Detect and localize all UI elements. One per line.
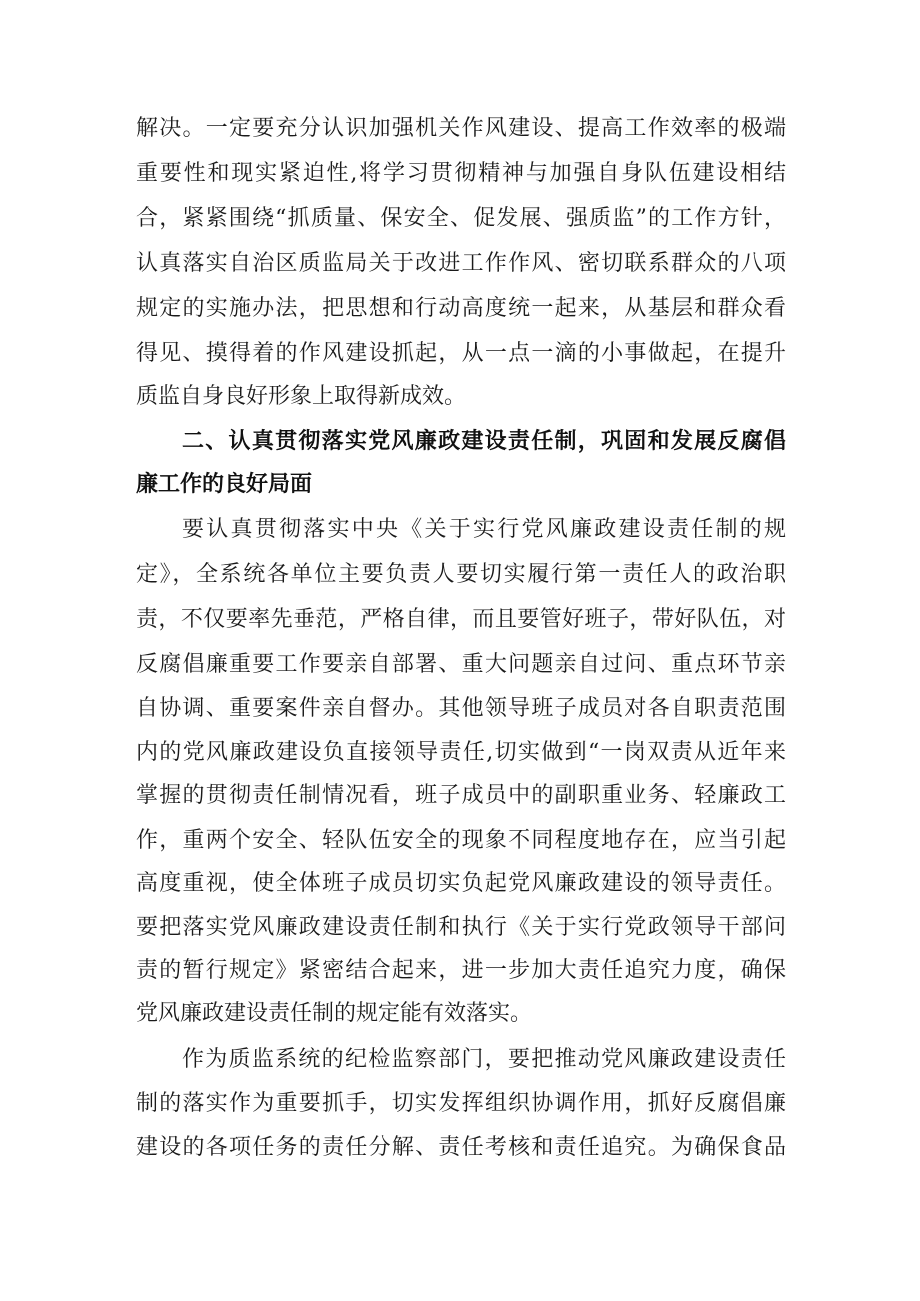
paragraph-2-line-5: 自协调、重要案件亲自督办。其他领导班子成员对各自职责范围 xyxy=(136,696,786,721)
section-heading-line-2: 廉工作的良好局面 xyxy=(136,472,313,497)
paragraph-3-line-2: 制的落实作为重要抓手，切实发挥组织协调作用，抓好反腐倡廉 xyxy=(136,1091,786,1116)
paragraph-2-line-3: 责，不仅要率先垂范，严格自律，而且要管好班子，带好队伍，对 xyxy=(136,607,786,632)
paragraph-1-line-7: 质监自身良好形象上取得新成效。 xyxy=(136,384,467,409)
paragraph-1-line-6: 得见、摸得着的作风建设抓起，从一点一滴的小事做起，在提升 xyxy=(136,341,786,366)
paragraph-2-line-9: 高度重视，使全体班子成员切实负起党风廉政建设的领导责任。 xyxy=(136,871,786,896)
paragraph-1-line-4: 认真落实自治区质监局关于改进工作作风、密切联系群众的八项 xyxy=(136,251,786,276)
paragraph-2-line-10: 要把落实党风廉政建设责任制和执行《关于实行党政领导干部问 xyxy=(136,915,786,940)
paragraph-1-line-1: 解决。一定要充分认识加强机关作风建设、提高工作效率的极端 xyxy=(136,116,786,141)
paragraph-1-line-2: 重要性和现实紧迫性,将学习贯彻精神与加强自身队伍建设相结 xyxy=(136,161,786,186)
paragraph-2-line-4: 反腐倡廉重要工作要亲自部署、重大问题亲自过问、重点环节亲 xyxy=(136,652,786,677)
paragraph-2-line-12: 党风廉政建设责任制的规定能有效落实。 xyxy=(136,1001,533,1026)
paragraph-3-line-1: 作为质监系统的纪检监察部门，要把推动党风廉政建设责任 xyxy=(182,1047,786,1072)
paragraph-2-line-8: 作，重两个安全、轻队伍安全的现象不同程度地存在，应当引起 xyxy=(136,828,786,853)
paragraph-1-line-5: 规定的实施办法，把思想和行动高度统一起来，从基层和群众看 xyxy=(136,296,786,321)
paragraph-2-line-7: 掌握的贯彻责任制情况看，班子成员中的副职重业务、轻廉政工 xyxy=(136,783,786,808)
section-heading-line-1: 二、认真贯彻落实党风廉政建设责任制，巩固和发展反腐倡 xyxy=(182,429,786,454)
paragraph-2-line-11: 责的暂行规定》紧密结合起来，进一步加大责任追究力度，确保 xyxy=(136,958,786,983)
paragraph-2-line-6: 内的党风廉政建设负直接领导责任,切实做到“一岗双责从近年来 xyxy=(136,740,786,765)
paragraph-2-line-2: 定》，全系统各单位主要负责人要切实履行第一责任人的政治职 xyxy=(136,562,786,587)
paragraph-2-line-1: 要认真贯彻落实中央《关于实行党风廉政建设责任制的规 xyxy=(182,517,786,542)
paragraph-3-line-3: 建设的各项任务的责任分解、责任考核和责任追究。为确保食品 xyxy=(136,1135,786,1160)
paragraph-1-line-3: 合，紧紧围绕“抓质量、保安全、促发展、强质监”的工作方针， xyxy=(136,206,786,231)
